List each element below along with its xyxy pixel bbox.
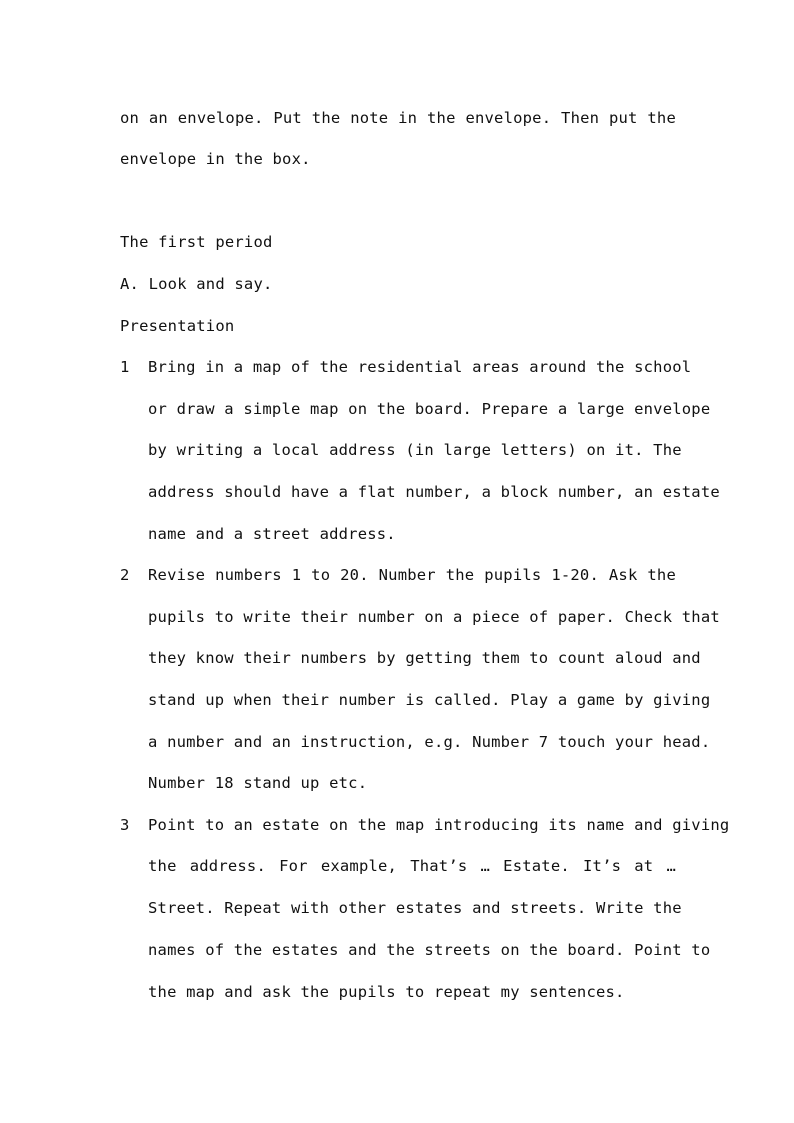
- step-line: a number and an instruction, e.g. Number 7 touch your head.: [148, 733, 711, 751]
- step-line: name and a street address.: [148, 525, 396, 543]
- intro-line: on an envelope. Put the note in the envelope. Then put the: [120, 109, 676, 127]
- step-line: Number 18 stand up etc.: [148, 774, 368, 792]
- step-line: the map and ask the pupils to repeat my sentences.: [148, 983, 625, 1001]
- presentation-heading: Presentation: [120, 317, 235, 335]
- step-line: Revise numbers 1 to 20. Number the pupils 1-20. Ask the: [148, 566, 676, 584]
- section-a-heading: A. Look and say.: [120, 275, 273, 293]
- step-number: 3: [120, 816, 130, 834]
- step-number: 2: [120, 566, 130, 584]
- step-line: they know their numbers by getting them to count aloud and: [148, 649, 701, 667]
- step-line: pupils to write their number on a piece of paper. Check that: [148, 608, 720, 626]
- step-line: stand up when their number is called. Play a game by giving: [148, 691, 711, 709]
- step-line: the address. For example, That’s … Estate. It’s at …: [148, 857, 676, 875]
- step-line: by writing a local address (in large letters) on it. The: [148, 441, 682, 459]
- step-line: address should have a flat number, a block number, an estate: [148, 483, 720, 501]
- step-number: 1: [120, 358, 130, 376]
- step-line: names of the estates and the streets on the board. Point to: [148, 941, 711, 959]
- period-heading: The first period: [120, 233, 273, 251]
- step-line: Point to an estate on the map introducing its name and giving: [148, 816, 730, 834]
- step-line: or draw a simple map on the board. Prepare a large envelope: [148, 400, 711, 418]
- step-line: Bring in a map of the residential areas around the school: [148, 358, 692, 376]
- step-line: Street. Repeat with other estates and streets. Write the: [148, 899, 682, 917]
- intro-line: envelope in the box.: [120, 150, 311, 168]
